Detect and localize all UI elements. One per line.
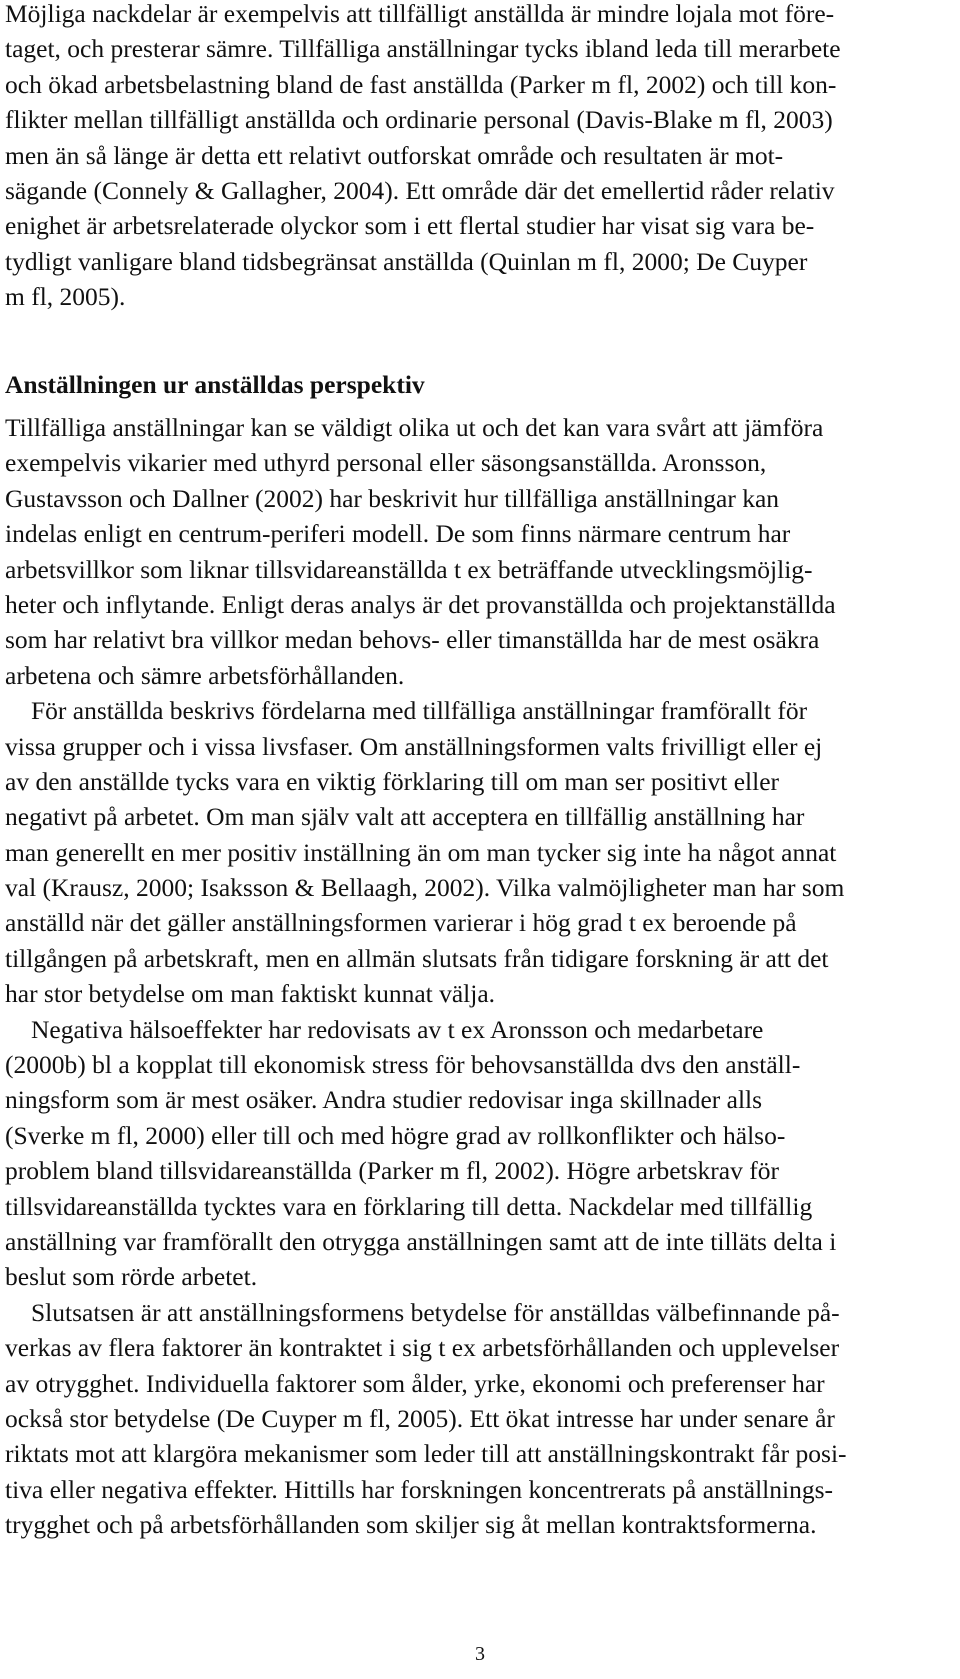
text-line: har stor betydelse om man faktiskt kunnat välja. <box>5 979 496 1009</box>
text-line: Tillfälliga anställningar kan se väldigt olika ut och det kan vara svårt att jämföra <box>5 413 824 442</box>
text-line: anställning var framförallt den otrygga anställningen samt att de inte tilläts delta i <box>5 1226 837 1256</box>
text-line: val (Krausz, 2000; Isaksson & Bellaagh, 2002). Vilka valmöjligheter man har som <box>5 873 845 903</box>
text-line: också stor betydelse (De Cuyper m fl, 2005). Ett ökat intresse har under senare år <box>5 1403 835 1433</box>
text-line: taget, och presterar sämre. Tillfälliga anställningar tycks ibland leda till merarbete <box>5 34 841 64</box>
text-line: Gustavsson och Dallner (2002) har beskrivit hur tillfälliga anställningar kan <box>5 483 780 513</box>
text-line: Negativa hälsoeffekter har redovisats av t ex Aronsson och medarbetare <box>31 1014 764 1044</box>
text-line: anställd när det gäller anställningsformen varierar i hög grad t ex beroende på <box>5 908 797 938</box>
paragraph-intro <box>5 0 841 315</box>
text-line: m fl, 2005). <box>5 282 126 312</box>
text-line: och ökad arbetsbelastning bland de fast anställda (Parker m fl, 2002) och till kon- <box>5 69 837 99</box>
text-line: heter och inflytande. Enligt deras analys är det provanställda och projektanställda <box>5 589 836 619</box>
text-line: sägande (Connely & Gallagher, 2004). Ett område där det emellertid råder relativ <box>5 175 835 205</box>
text-line: arbetsvillkor som liknar tillsvidareanställda t ex beträffande utvecklingsmöjlig- <box>5 554 813 584</box>
text-line: arbetena och sämre arbetsförhållanden. <box>5 660 405 690</box>
text-line: flikter mellan tillfälligt anställda och ordinarie personal (Davis-Blake m fl, 2003) <box>5 105 833 135</box>
text-line: tillsvidareanställda tycktes vara en förklaring till detta. Nackdelar med tillfällig <box>5 1191 813 1221</box>
text-line: men än så länge är detta ett relativt outforskat område och resultaten är mot- <box>5 140 784 170</box>
text-line: riktats mot att klargöra mekanismer som leder till att anställningskontrakt får posi- <box>5 1439 847 1469</box>
text-line: ningsform som är mest osäker. Andra studier redovisar inga skillnader alls <box>5 1085 763 1115</box>
text-line: tiva eller negativa effekter. Hittills har forskningen koncentrerats på anställnings- <box>5 1474 834 1504</box>
text-line: problem bland tillsvidareanställda (Parker m fl, 2002). Högre arbetskrav för <box>5 1156 779 1186</box>
text-line: enighet är arbetsrelaterade olyckor som i ett flertal studier har visat sig vara be- <box>5 211 815 241</box>
paragraph-1 <box>5 410 847 1543</box>
text-line: beslut som rörde arbetet. <box>5 1262 258 1292</box>
text-line: indelas enligt en centrum-periferi modell. De som finns närmare centrum har <box>5 519 791 549</box>
section-heading: Anställningen ur anställdas perspektiv <box>5 370 425 399</box>
text-line: För anställda beskrivs fördelarna med tillfälliga anställningar framförallt för <box>31 696 808 726</box>
text-line: tillgången på arbetskraft, men en allmän slutsats från tidigare forskning är att det <box>5 943 829 973</box>
text-line: som har relativt bra villkor medan behovs- eller timanställda har de mest osäkra <box>5 625 820 655</box>
text-line: vissa grupper och i vissa livsfaser. Om anställningsformen valts frivilligt eller ej <box>5 731 823 761</box>
text-line: trygghet och på arbetsförhållanden som skiljer sig åt mellan kontraktsformerna. <box>5 1510 817 1540</box>
text-line: Möjliga nackdelar är exempelvis att tillfälligt anställda är mindre lojala mot före- <box>5 0 835 28</box>
text-line: (2000b) bl a kopplat till ekonomisk stress för behovsanställda dvs den anställ- <box>5 1050 801 1080</box>
page-number: 3 <box>475 1643 485 1665</box>
text-line: man generellt en mer positiv inställning än om man tycker sig inte ha något annat <box>5 837 837 867</box>
text-line: av otrygghet. Individuella faktorer som ålder, yrke, ekonomi och preferenser har <box>5 1368 825 1398</box>
text-line: (Sverke m fl, 2000) eller till och med högre grad av rollkonflikter och hälso- <box>5 1120 786 1150</box>
text-line: Slutsatsen är att anställningsformens betydelse för anställdas välbefinnande på- <box>31 1297 840 1327</box>
text-line: av den anställde tycks vara en viktig förklaring till om man ser positivt eller <box>5 766 780 796</box>
text-line: exempelvis vikarier med uthyrd personal eller säsongsanställda. Aronsson, <box>5 448 767 478</box>
text-line: tydligt vanligare bland tidsbegränsat anställda (Quinlan m fl, 2000; De Cuyper <box>5 246 808 276</box>
text-line: negativt på arbetet. Om man själv valt att acceptera en tillfällig anställning har <box>5 802 805 832</box>
text-line: verkas av flera faktorer än kontraktet i sig t ex arbetsförhållanden och upplevelser <box>5 1333 840 1363</box>
